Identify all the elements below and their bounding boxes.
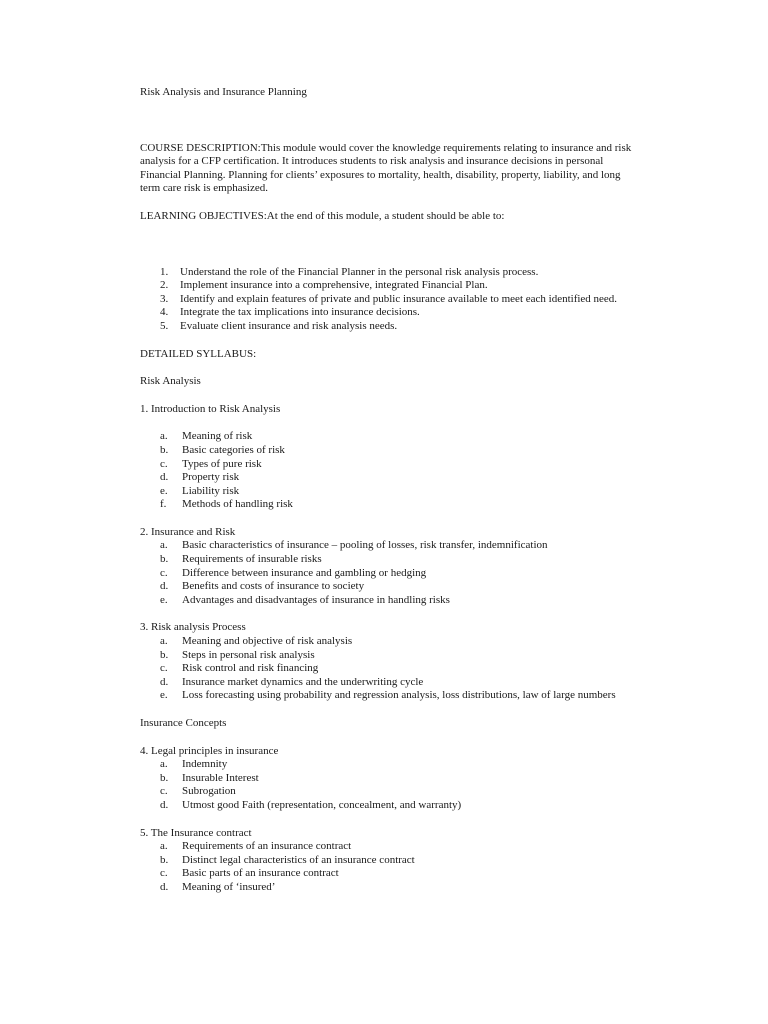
list-item [140, 758, 632, 772]
objective-text: Integrate the tax implications into insurance decisions. [180, 306, 420, 319]
list-item [140, 444, 632, 458]
list-item [140, 867, 632, 881]
item-text: Steps in personal risk analysis [182, 648, 315, 661]
item-letter: b. [160, 553, 169, 566]
part-heading-insurance-concepts: Insurance Concepts [140, 717, 227, 729]
item-text: Methods of handling risk [182, 498, 293, 511]
item-letter: c. [160, 457, 168, 470]
item-text: Insurance market dynamics and the underwriting cycle [182, 675, 424, 688]
item-text: Basic parts of an insurance contract [182, 867, 339, 880]
item-text: Indemnity [182, 758, 228, 771]
item-letter: b. [160, 853, 169, 866]
item-letter: a. [160, 758, 168, 771]
item-text: Utmost good Faith (representation, concealment, and warranty) [182, 798, 462, 811]
syllabus-heading: DETAILED SYLLABUS: [140, 347, 257, 360]
item-text: Property risk [182, 471, 240, 484]
objective-text: Implement insurance into a comprehensive, integrated Financial Plan. [180, 279, 488, 292]
item-letter: f. [160, 498, 167, 511]
item-letter: d. [160, 798, 169, 811]
objective-item [140, 279, 632, 293]
list-item [140, 799, 632, 813]
document-title: Risk Analysis and Insurance Planning [140, 86, 307, 98]
list-item [140, 785, 632, 799]
item-letter: c. [160, 566, 168, 579]
list-item [140, 689, 632, 703]
section-title: 1. Introduction to Risk Analysis [140, 402, 281, 415]
objective-number: 5. [160, 319, 169, 332]
list-item [140, 594, 632, 608]
item-text: Insurable Interest [182, 771, 259, 784]
list-item [140, 881, 632, 895]
list-item [140, 471, 632, 485]
item-text: Types of pure risk [182, 457, 262, 470]
list-item [140, 485, 632, 499]
item-text: Advantages and disadvantages of insurance in handling risks [182, 593, 450, 606]
item-letter: d. [160, 880, 169, 893]
item-text: Benefits and costs of insurance to society [182, 580, 365, 593]
list-item [140, 430, 632, 444]
list-item [140, 662, 632, 676]
item-letter: a. [160, 430, 168, 443]
item-letter: a. [160, 635, 168, 648]
section-items [140, 840, 632, 894]
list-item [140, 580, 632, 594]
list-item [140, 539, 632, 553]
syllabus-section-2 [140, 526, 632, 608]
item-text: Risk control and risk financing [182, 662, 319, 675]
item-letter: a. [160, 840, 168, 853]
list-item [140, 772, 632, 786]
syllabus-section-4 [140, 745, 632, 813]
item-letter: b. [160, 443, 169, 456]
part-heading-risk-analysis: Risk Analysis [140, 375, 201, 388]
item-letter: d. [160, 675, 169, 688]
course-description: COURSE DESCRIPTION:This module would cover the knowledge requirements relating to insurance and risk analysis for a CFP certification. It introduces students to risk analysis and insurance decisions in personal Financial Planning. Planning for clients’ exposures to mortality, health, disability, property, liability, and long term care risk is emphasized. [140, 141, 632, 195]
item-letter: e. [160, 484, 168, 497]
section-items [140, 539, 632, 607]
list-item [140, 840, 632, 854]
item-text: Meaning of risk [182, 430, 253, 443]
item-text: Basic categories of risk [182, 443, 285, 456]
section-items [140, 758, 632, 812]
list-item [140, 649, 632, 663]
item-text: Subrogation [182, 785, 236, 798]
item-text: Requirements of insurable risks [182, 553, 322, 566]
list-item [140, 458, 632, 472]
item-letter: a. [160, 539, 168, 552]
list-item [140, 553, 632, 567]
objective-number: 1. [160, 265, 169, 278]
item-letter: e. [160, 593, 168, 606]
item-letter: b. [160, 648, 169, 661]
item-text: Difference between insurance and gambling or hedging [182, 566, 427, 579]
objective-item [140, 293, 632, 307]
item-letter: c. [160, 867, 168, 880]
list-item [140, 498, 632, 512]
item-text: Requirements of an insurance contract [182, 840, 352, 853]
objective-text: Identify and explain features of private and public insurance available to meet each identified need. [180, 292, 618, 305]
item-letter: b. [160, 771, 169, 784]
objective-number: 4. [160, 306, 169, 319]
item-letter: c. [160, 662, 168, 675]
section-items [140, 430, 632, 512]
list-item [140, 676, 632, 690]
item-letter: d. [160, 471, 169, 484]
objective-text: Understand the role of the Financial Planner in the personal risk analysis process. [180, 265, 539, 278]
item-text: Basic characteristics of insurance – pooling of losses, risk transfer, indemnification [182, 539, 548, 552]
item-letter: e. [160, 689, 168, 702]
list-item [140, 567, 632, 581]
objective-item [140, 306, 632, 320]
section-title: 4. Legal principles in insurance [140, 744, 279, 757]
objective-number: 3. [160, 292, 169, 305]
objective-item [140, 266, 632, 280]
item-text: Meaning of ‘insured’ [182, 880, 276, 893]
list-item [140, 635, 632, 649]
item-text: Meaning and objective of risk analysis [182, 635, 353, 648]
section-title: 5. The Insurance contract [140, 826, 252, 839]
syllabus-section-1 [140, 403, 632, 512]
list-item [140, 854, 632, 868]
section-items [140, 635, 632, 703]
objective-text: Evaluate client insurance and risk analysis needs. [180, 319, 398, 332]
section-title: 2. Insurance and Risk [140, 525, 236, 538]
item-text: Loss forecasting using probability and regression analysis, loss distributions, law of large numbers [182, 689, 616, 702]
objective-number: 2. [160, 279, 169, 292]
syllabus-section-5 [140, 827, 632, 895]
section-title: 3. Risk analysis Process [140, 621, 246, 634]
item-text: Distinct legal characteristics of an insurance contract [182, 853, 415, 866]
learning-objectives-heading: LEARNING OBJECTIVES:At the end of this module, a student should be able to: [140, 209, 505, 222]
syllabus-section-3 [140, 621, 632, 703]
objective-item [140, 320, 632, 334]
objectives-list [140, 266, 632, 334]
item-text: Liability risk [182, 484, 240, 497]
item-letter: d. [160, 580, 169, 593]
item-letter: c. [160, 785, 168, 798]
document-page [140, 86, 632, 909]
